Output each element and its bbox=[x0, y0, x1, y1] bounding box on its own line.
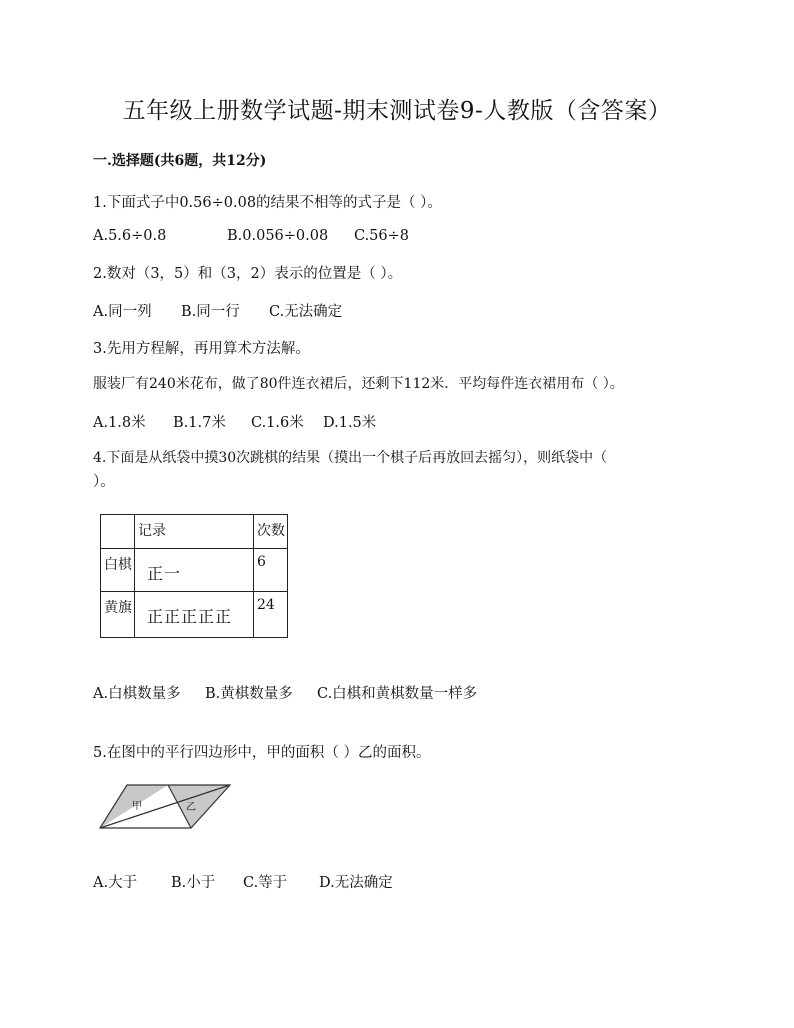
label-jia: 甲 bbox=[132, 801, 142, 812]
q5-option-b: B.小于 bbox=[171, 875, 216, 891]
table-header-cell: 记录 bbox=[135, 515, 254, 549]
question-3-stem-2: 服装厂有240米花布，做了80件连衣裙后，还剩下112米．平均每件连衣裙用布（ ）。 bbox=[93, 376, 624, 392]
q3-option-b: B.1.7米 bbox=[173, 415, 226, 431]
table-row bbox=[101, 592, 288, 638]
table-cell bbox=[135, 549, 254, 592]
q1-option-b: B.0.056÷0.08 bbox=[227, 228, 329, 244]
parallelogram-figure bbox=[97, 783, 233, 831]
q5-option-c: C.等于 bbox=[243, 875, 288, 891]
question-4-stem: 4.下面是从纸袋中摸30次跳棋的结果（摸出一个棋子后再放回去摇匀），则纸袋中（ bbox=[93, 450, 608, 466]
table-cell bbox=[135, 592, 254, 638]
question-1-options bbox=[93, 228, 409, 244]
q4-option-c: C.白棋和黄棋数量一样多 bbox=[317, 686, 478, 702]
table-cell: 6 bbox=[254, 549, 288, 592]
q2-option-b: B.同一行 bbox=[181, 304, 240, 320]
question-5-stem: 5.在图中的平行四边形中，甲的面积（ ）乙的面积。 bbox=[93, 745, 431, 761]
tally-marks: 正正正正正 bbox=[147, 607, 233, 626]
table-header-cell: 次数 bbox=[254, 515, 288, 549]
question-4-options bbox=[93, 682, 477, 703]
question-5-options bbox=[93, 871, 393, 892]
q1-option-c: C.56÷8 bbox=[354, 228, 410, 244]
question-2-stem: 2.数对（3，5）和（3，2）表示的位置是（ ）。 bbox=[93, 266, 403, 282]
table-cell: 黄旗 bbox=[101, 592, 135, 638]
table-cell: 24 bbox=[254, 592, 288, 638]
q1-option-a: A.5.6÷0.8 bbox=[93, 228, 167, 244]
tally-marks: 正一 bbox=[147, 564, 182, 583]
q5-option-d: D.无法确定 bbox=[319, 875, 393, 891]
section-heading: 一.选择题(共6题，共12分) bbox=[93, 153, 267, 169]
q3-option-d: D.1.5米 bbox=[323, 415, 377, 431]
question-3-options bbox=[93, 411, 376, 432]
table-header-cell bbox=[101, 515, 135, 549]
page-title: 五年级上册数学试题-期末测试卷9-人教版（含答案） bbox=[122, 98, 672, 124]
question-2-options bbox=[93, 300, 342, 321]
q4-option-b: B.黄棋数量多 bbox=[205, 686, 293, 702]
tally-table bbox=[100, 514, 288, 638]
table-cell: 白棋 bbox=[101, 549, 135, 592]
q2-option-a: A.同一列 bbox=[93, 304, 152, 320]
label-yi: 乙 bbox=[186, 802, 196, 813]
triangle-yi bbox=[168, 785, 230, 828]
table-header-row bbox=[101, 515, 288, 549]
question-3-stem: 3.先用方程解，再用算术方法解。 bbox=[93, 341, 310, 357]
q3-option-a: A.1.8米 bbox=[93, 415, 146, 431]
q5-option-a: A.大于 bbox=[93, 875, 138, 891]
q2-option-c: C.无法确定 bbox=[269, 304, 343, 320]
q3-option-c: C.1.6米 bbox=[251, 415, 304, 431]
q4-option-a: A.白棋数量多 bbox=[93, 686, 181, 702]
table-row bbox=[101, 549, 288, 592]
question-4-stem-cont: ）。 bbox=[93, 474, 115, 490]
question-1-stem: 1.下面式子中0.56÷0.08的结果不相等的式子是（ ）。 bbox=[93, 195, 442, 211]
